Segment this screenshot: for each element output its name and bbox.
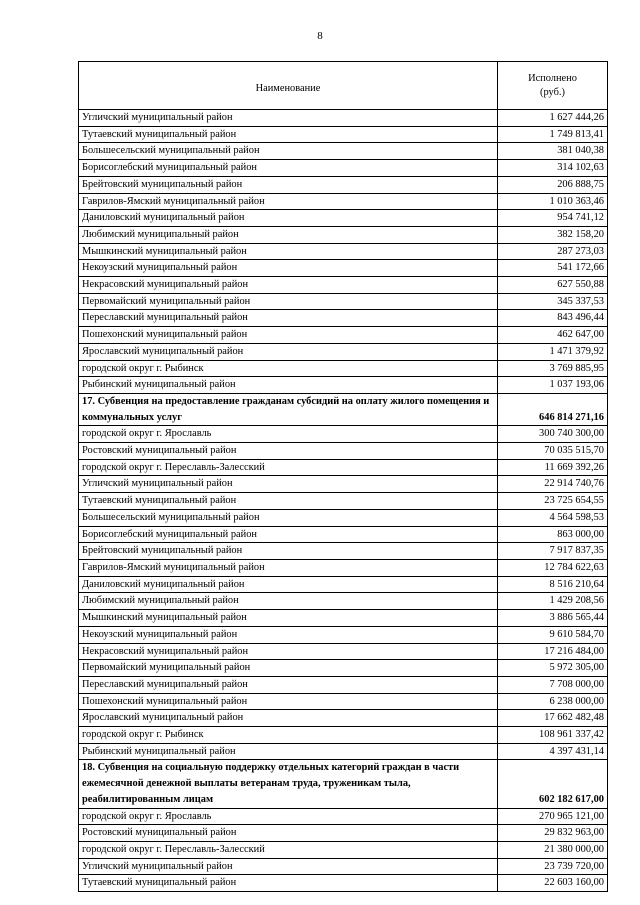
section-header-row <box>79 760 608 808</box>
row-name: Тутаевский муниципальный район <box>79 493 498 510</box>
row-amount: 3 769 885,95 <box>498 360 608 377</box>
row-amount: 4 564 598,53 <box>498 509 608 526</box>
row-name: городской округ г. Ярославль <box>79 426 498 443</box>
row-amount: 1 037 193,06 <box>498 377 608 394</box>
row-amount: 462 647,00 <box>498 327 608 344</box>
row-name: Любимский муниципальный район <box>79 226 498 243</box>
column-header-executed-line2: (руб.) <box>540 86 565 98</box>
row-amount: 1 429 208,56 <box>498 593 608 610</box>
column-header-name: Наименование <box>79 62 498 110</box>
row-amount: 843 496,44 <box>498 310 608 327</box>
table-row <box>79 576 608 593</box>
table-row <box>79 343 608 360</box>
row-amount: 863 000,00 <box>498 526 608 543</box>
table-row <box>79 643 608 660</box>
row-amount: 3 886 565,44 <box>498 610 608 627</box>
row-amount: 11 669 392,26 <box>498 459 608 476</box>
row-amount: 270 965 121,00 <box>498 808 608 825</box>
row-amount: 382 158,20 <box>498 226 608 243</box>
table-row <box>79 543 608 560</box>
row-name: Пошехонский муниципальный район <box>79 327 498 344</box>
row-amount: 206 888,75 <box>498 176 608 193</box>
row-name: Угличский муниципальный район <box>79 858 498 875</box>
table-row <box>79 493 608 510</box>
row-name: Борисоглебский муниципальный район <box>79 160 498 177</box>
table-row <box>79 526 608 543</box>
table-row <box>79 593 608 610</box>
row-amount: 17 216 484,00 <box>498 643 608 660</box>
row-amount: 627 550,88 <box>498 277 608 294</box>
row-amount: 23 725 654,55 <box>498 493 608 510</box>
row-amount: 9 610 584,70 <box>498 626 608 643</box>
table-row <box>79 260 608 277</box>
table-row <box>79 693 608 710</box>
row-name: Ростовский муниципальный район <box>79 443 498 460</box>
row-name: Ростовский муниципальный район <box>79 825 498 842</box>
row-name: Тутаевский муниципальный район <box>79 875 498 892</box>
table-row <box>79 210 608 227</box>
row-amount: 6 238 000,00 <box>498 693 608 710</box>
table-row <box>79 426 608 443</box>
row-amount: 300 740 300,00 <box>498 426 608 443</box>
table-row <box>79 459 608 476</box>
section-total: 602 182 617,00 <box>498 760 608 808</box>
table-row <box>79 110 608 127</box>
row-amount: 1 627 444,26 <box>498 110 608 127</box>
row-amount: 7 917 837,35 <box>498 543 608 560</box>
row-name: Некоузский муниципальный район <box>79 626 498 643</box>
column-header-executed <box>498 62 608 110</box>
table-row <box>79 277 608 294</box>
row-amount: 22 914 740,76 <box>498 476 608 493</box>
row-amount: 381 040,38 <box>498 143 608 160</box>
table-row <box>79 476 608 493</box>
row-name: Угличский муниципальный район <box>79 110 498 127</box>
table-row <box>79 858 608 875</box>
page-number: 8 <box>317 30 323 42</box>
row-name: городской округ г. Переславль-Залесский <box>79 459 498 476</box>
row-name: городской округ г. Рыбинск <box>79 360 498 377</box>
column-header-executed-line1: Исполнено <box>528 72 577 84</box>
table-row <box>79 660 608 677</box>
table-row <box>79 443 608 460</box>
row-name: Некрасовский муниципальный район <box>79 643 498 660</box>
row-amount: 29 832 963,00 <box>498 825 608 842</box>
table-row <box>79 509 608 526</box>
table-row <box>79 176 608 193</box>
row-amount: 287 273,03 <box>498 243 608 260</box>
row-name: городской округ г. Рыбинск <box>79 727 498 744</box>
row-name: Брейтовский муниципальный район <box>79 543 498 560</box>
table-row <box>79 875 608 892</box>
row-name: Гаврилов-Ямский муниципальный район <box>79 193 498 210</box>
row-name: Угличский муниципальный район <box>79 476 498 493</box>
row-name: Даниловский муниципальный район <box>79 576 498 593</box>
table-row <box>79 825 608 842</box>
row-name: Первомайский муниципальный район <box>79 293 498 310</box>
table-row <box>79 360 608 377</box>
row-amount: 1 010 363,46 <box>498 193 608 210</box>
row-amount: 17 662 482,48 <box>498 710 608 727</box>
row-amount: 1 749 813,41 <box>498 126 608 143</box>
table-row <box>79 293 608 310</box>
row-name: Даниловский муниципальный район <box>79 210 498 227</box>
row-name: Переславский муниципальный район <box>79 310 498 327</box>
row-name: Ярославский муниципальный район <box>79 710 498 727</box>
row-amount: 8 516 210,64 <box>498 576 608 593</box>
row-amount: 108 961 337,42 <box>498 727 608 744</box>
table-row <box>79 327 608 344</box>
row-name: Некрасовский муниципальный район <box>79 277 498 294</box>
row-amount: 541 172,66 <box>498 260 608 277</box>
row-amount: 23 739 720,00 <box>498 858 608 875</box>
row-amount: 70 035 515,70 <box>498 443 608 460</box>
table-row <box>79 743 608 760</box>
table-row <box>79 841 608 858</box>
table-row <box>79 243 608 260</box>
section-title: 17. Субвенция на предоставление гражданам субсидий на оплату жилого помещения и коммунальных услуг <box>79 393 498 425</box>
row-name: Брейтовский муниципальный район <box>79 176 498 193</box>
row-name: Рыбинский муниципальный район <box>79 743 498 760</box>
row-amount: 314 102,63 <box>498 160 608 177</box>
row-name: Любимский муниципальный район <box>79 593 498 610</box>
row-amount: 7 708 000,00 <box>498 676 608 693</box>
section-total: 646 814 271,16 <box>498 393 608 425</box>
row-amount: 22 603 160,00 <box>498 875 608 892</box>
table-body <box>79 110 608 892</box>
table-row <box>79 143 608 160</box>
row-amount: 1 471 379,92 <box>498 343 608 360</box>
table-row <box>79 226 608 243</box>
row-amount: 345 337,53 <box>498 293 608 310</box>
table-row <box>79 559 608 576</box>
table-row <box>79 160 608 177</box>
row-name: Мышкинский муниципальный район <box>79 243 498 260</box>
section-header-row <box>79 393 608 425</box>
row-name: Ярославский муниципальный район <box>79 343 498 360</box>
row-name: Гаврилов-Ямский муниципальный район <box>79 559 498 576</box>
row-name: Борисоглебский муниципальный район <box>79 526 498 543</box>
row-name: Большесельский муниципальный район <box>79 509 498 526</box>
row-amount: 12 784 622,63 <box>498 559 608 576</box>
row-name: Некоузский муниципальный район <box>79 260 498 277</box>
row-name: Большесельский муниципальный район <box>79 143 498 160</box>
row-name: Первомайский муниципальный район <box>79 660 498 677</box>
row-name: городской округ г. Ярославль <box>79 808 498 825</box>
table-row <box>79 710 608 727</box>
budget-table <box>78 61 608 892</box>
row-amount: 954 741,12 <box>498 210 608 227</box>
row-name: Переславский муниципальный район <box>79 676 498 693</box>
row-name: Пошехонский муниципальный район <box>79 693 498 710</box>
row-name: Мышкинский муниципальный район <box>79 610 498 627</box>
row-name: Рыбинский муниципальный район <box>79 377 498 394</box>
row-amount: 5 972 305,00 <box>498 660 608 677</box>
table-row <box>79 126 608 143</box>
section-title: 18. Субвенция на социальную поддержку отдельных категорий граждан в части ежемесячной денежной выплаты ветеранам труда, труженикам тыла, реабилитированным лицам <box>79 760 498 808</box>
table-row <box>79 626 608 643</box>
table-row <box>79 377 608 394</box>
table-header <box>79 62 608 110</box>
table-row <box>79 310 608 327</box>
row-name: Тутаевский муниципальный район <box>79 126 498 143</box>
table-row <box>79 808 608 825</box>
row-amount: 21 380 000,00 <box>498 841 608 858</box>
table-row <box>79 610 608 627</box>
table-row <box>79 193 608 210</box>
row-name: городской округ г. Переславль-Залесский <box>79 841 498 858</box>
table-row <box>79 727 608 744</box>
table-row <box>79 676 608 693</box>
row-amount: 4 397 431,14 <box>498 743 608 760</box>
